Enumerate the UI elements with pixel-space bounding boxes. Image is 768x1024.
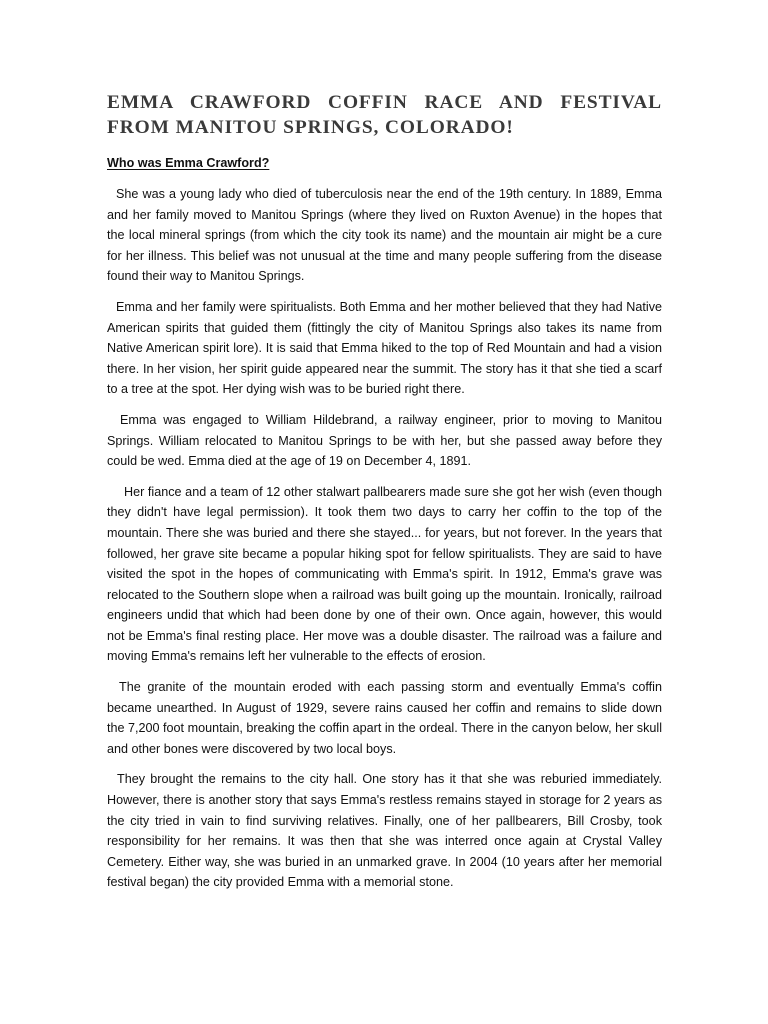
paragraph-6: They brought the remains to the city hall. One story has it that she was reburied immediately. However, there is another story that says Emma's restless remains stayed in storage for 2 years as the city tried in vain to find surviving relatives. Finally, one of her pallbearers, Bill Crosby, took responsibility for her remains. It was then that she was interred once again at Crystal Valley Cemetery. Either way, she was buried in an unmarked grave. In 2004 (10 years after her memorial festival began) the city provided Emma with a memorial stone. (107, 772, 662, 890)
paragraph-3: Emma was engaged to William Hildebrand, a railway engineer, prior to moving to Manitou Springs. William relocated to Manitou Springs to be with her, but she passed away before they could be wed. Emma died at the age of 19 on December 4, 1891. (107, 412, 662, 469)
paragraph-2: Emma and her family were spiritualists. Both Emma and her mother believed that they had Native American spirits that guided them (fittingly the city of Manitou Springs also takes its name from Native American spirit lore). It is said that Emma hiked to the top of Red Mountain and had a vision there. In her vision, her spirit guide appeared near the summit. The story has it that she tied a scarf to a tree at the spot. Her dying wish was to be buried right there. (107, 299, 662, 397)
paragraph-1: She was a young lady who died of tuberculosis near the end of the 19th century. In 1889, Emma and her family moved to Manitou Springs (where they lived on Ruxton Avenue) in the hopes that the local mineral springs (from which the city took its name) and the mountain air might be a cure for her illness. This belief was not unusual at the time and many people suffering from the disease found their way to Manitou Springs. (107, 187, 662, 284)
section-heading: Who was Emma Crawford? (107, 156, 270, 170)
paragraph-5: The granite of the mountain eroded with each passing storm and eventually Emma's coffin became unearthed. In August of 1929, severe rains caused her coffin and remains to slide down the 7,200 foot mountain, breaking the coffin apart in the ordeal. There in the canyon below, her skull and other bones were discovered by two local boys. (107, 680, 662, 756)
paragraph-4: Her fiance and a team of 12 other stalwart pallbearers made sure she got her wish (even though they didn't have legal permission). It took them two days to carry her coffin to the top of the mountain. There she was buried and there she stayed... for years, but not forever. In the years that followed, her grave site became a popular hiking spot for fellow spiritualists. They are said to have visited the spot in the hopes of communicating with Emma's spirit. In 1912, Emma's grave was relocated to the Southern slope when a railroad was built going up the mountain. Ironically, railroad engineers undid that which had been done by one of their own. Once again, however, this would not be Emma's final resting place. Her move was a double disaster. The railroad was a failure and moving Emma's remains left her vulnerable to the effects of erosion. (107, 484, 662, 664)
document-title: EMMA CRAWFORD COFFIN RACE AND FESTIVAL FROM MANITOU SPRINGS, COLORADO! (107, 92, 662, 138)
